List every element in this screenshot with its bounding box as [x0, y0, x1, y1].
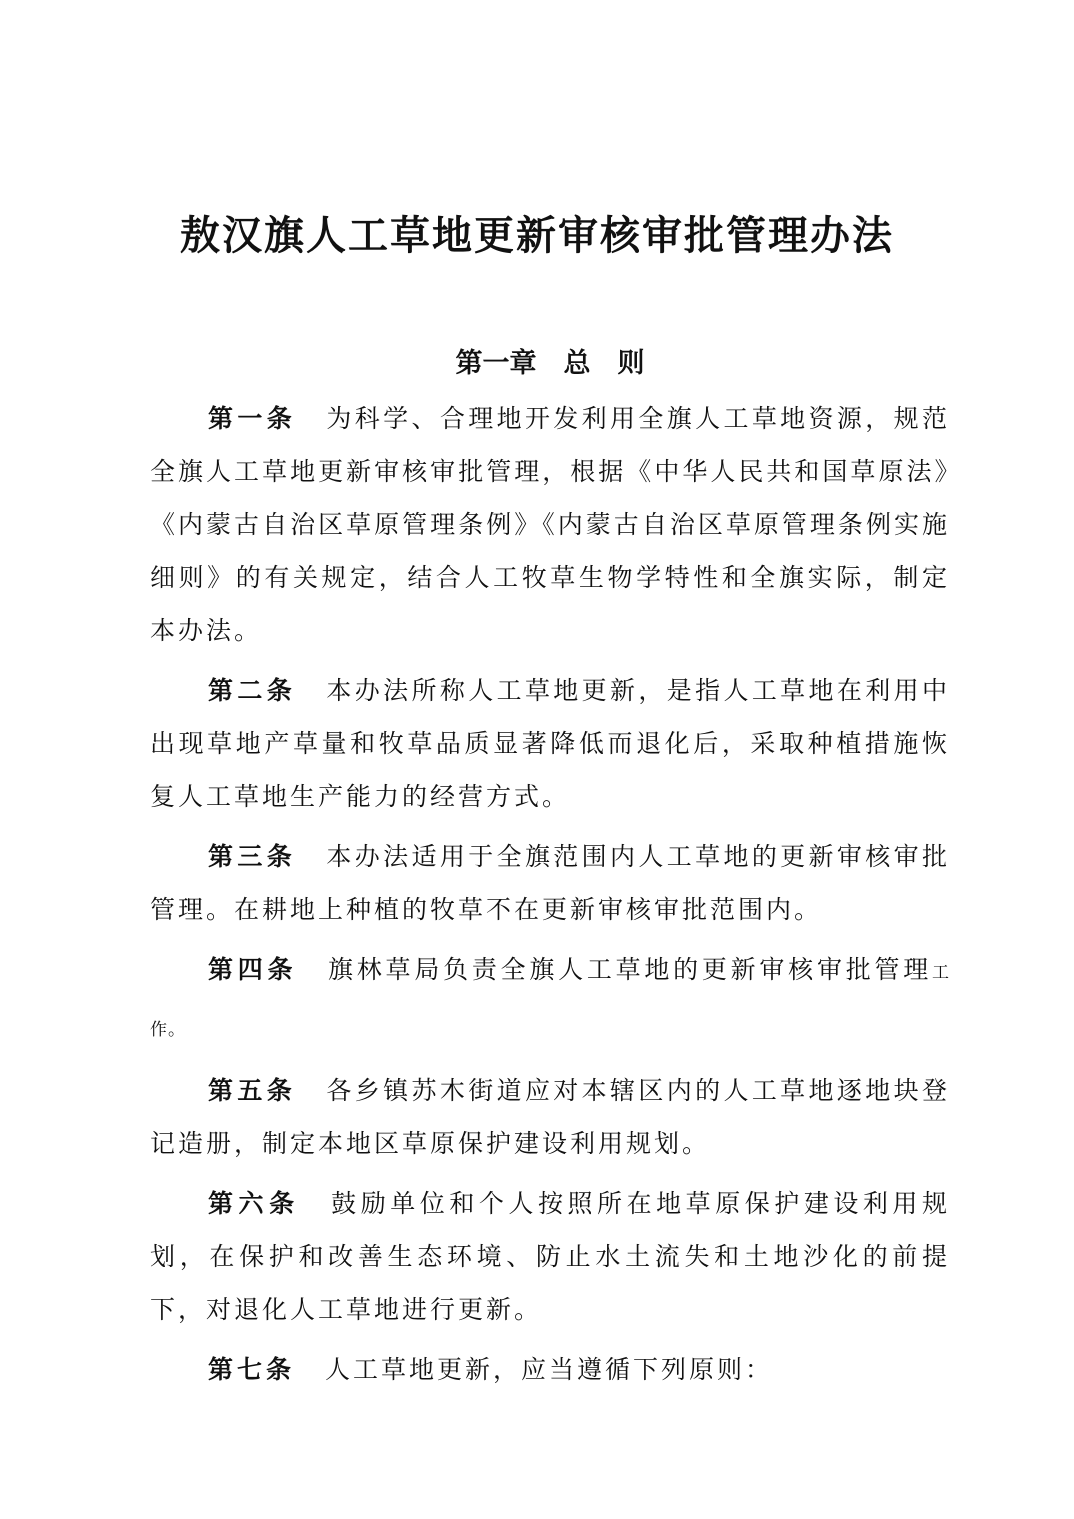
article-4: [150, 943, 950, 1057]
article-label: 第六条: [208, 1189, 300, 1218]
article-text: 鼓励单位和个人按照所在地草原保护建设利用规划，在保护和改善生态环境、防止水土流失和土地沙化的前提下，对退化人工草地进行更新。: [150, 1189, 950, 1324]
article-text: 本办法所称人工草地更新，是指人工草地在利用中出现草地产草量和牧草品质显著降低而退化后，采取种植措施恢复人工草地生产能力的经营方式。: [150, 676, 950, 811]
article-text: 本办法适用于全旗范围内人工草地的更新审核审批管理。在耕地上种植的牧草不在更新审核审批范围内。: [150, 842, 950, 924]
article-text: 为科学、合理地开发利用全旗人工草地资源，规范全旗人工草地更新审核审批管理，根据《中华人民共和国草原法》《内蒙古自治区草原管理条例》《内蒙古自治区草原管理条例实施细则》的有关规定，结合人工牧草生物学特性和全旗实际，制定本办法。: [150, 404, 950, 645]
document-body: [150, 392, 950, 1396]
article-6: [150, 1177, 950, 1336]
article-1: [150, 392, 950, 657]
article-text: 各乡镇苏木街道应对本辖区内的人工草地逐地块登记造册，制定本地区草原保护建设利用规划。: [150, 1076, 950, 1158]
article-label: 第七条: [208, 1355, 296, 1384]
article-label: 第三条: [208, 842, 297, 871]
article-label: 第五条: [208, 1076, 297, 1105]
article-text: 人工草地更新，应当遵循下列原则：: [325, 1355, 774, 1384]
article-label: 第二条: [208, 676, 297, 705]
article-text-tail: 工作。: [150, 963, 950, 1040]
article-label: 第四条: [208, 955, 298, 984]
article-text: 旗林草局负责全旗人工草地的更新审核审批管理: [327, 955, 932, 984]
article-label: 第一条: [208, 404, 297, 433]
article-2: [150, 664, 950, 823]
document-title: 敖汉旗人工草地更新审核审批管理办法: [180, 212, 894, 259]
article-3: [150, 830, 950, 936]
article-7: [150, 1343, 950, 1396]
article-5: [150, 1064, 950, 1170]
chapter-title: 第一章 总 则: [455, 348, 645, 379]
